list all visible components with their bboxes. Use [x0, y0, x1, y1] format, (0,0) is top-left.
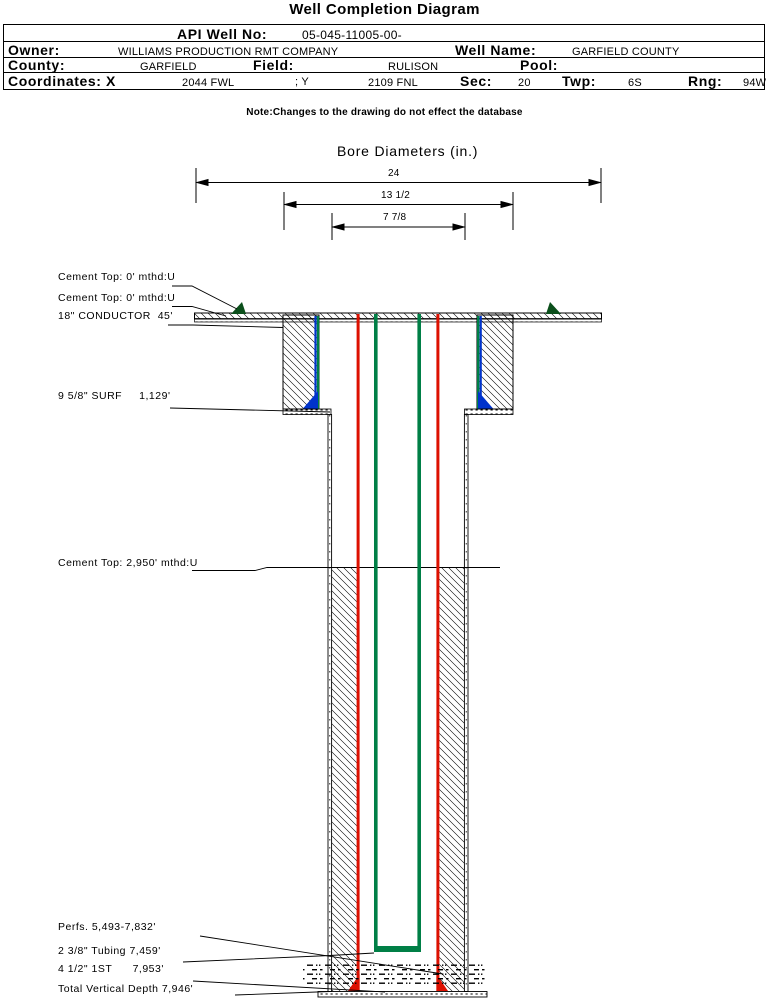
leader-conductor	[168, 325, 283, 328]
coord-y-value: 2109 FNL	[368, 77, 418, 89]
twp-value: 6S	[628, 77, 642, 89]
arrow-right-icon	[501, 202, 512, 208]
perfs-label: Perfs. 5,493-7,832'	[58, 921, 156, 933]
dim-label-7-7-8: 7 7/8	[383, 212, 407, 223]
field-value: RULISON	[388, 61, 439, 73]
tubing-label: 2 3/8" Tubing 7,459'	[58, 945, 161, 957]
dim-label-24: 24	[388, 168, 400, 179]
cement-top-marker-right	[546, 302, 561, 314]
leader-cement-top-1	[172, 286, 237, 309]
perforation-band	[303, 964, 485, 986]
rng-label: Rng:	[688, 73, 723, 89]
twp-label: Twp:	[562, 73, 597, 89]
api-well-no-value: 05-045-11005-00-	[302, 28, 402, 42]
bore-diameters-title: Bore Diameters (in.)	[337, 143, 479, 159]
tvd-label: Total Vertical Depth 7,946'	[58, 983, 194, 995]
production-cement-left	[332, 568, 357, 992]
coord-y-label: ; Y	[295, 76, 309, 88]
cement-top-production-label: Cement Top: 2,950' mthd:U	[58, 557, 198, 569]
surface-casing-label: 9 5/8" SURF 1,129'	[58, 390, 171, 402]
well-name-value: GARFIELD COUNTY	[572, 46, 680, 58]
borehole-wall-left	[328, 415, 332, 992]
rng-value: 94W	[743, 77, 767, 89]
arrow-left-icon	[333, 224, 344, 230]
dim-13-1-2	[284, 192, 513, 230]
api-well-no-label: API Well No:	[177, 26, 268, 42]
tubing-bottom	[374, 946, 421, 952]
arrow-right-icon	[453, 224, 464, 230]
borehole-wall-right	[464, 415, 468, 992]
county-value: GARFIELD	[140, 61, 197, 73]
database-note: Note:Changes to the drawing do not effect the database	[246, 107, 523, 118]
leader-tvd	[235, 992, 330, 996]
production-cement-right	[439, 568, 464, 992]
dim-24	[196, 168, 601, 203]
sec-label: Sec:	[460, 73, 492, 89]
well-bottom-cap	[318, 992, 487, 998]
well-name-label: Well Name:	[455, 42, 537, 58]
shoe-footing-right	[465, 409, 514, 415]
production-casing-left	[357, 314, 360, 991]
dim-7-7-8	[332, 213, 465, 240]
production-casing-right	[436, 314, 439, 991]
coordinates-label: Coordinates: X	[8, 73, 116, 89]
pool-label: Pool:	[520, 57, 558, 73]
cement-top-marker-left	[231, 302, 246, 314]
conductor-label: 18" CONDUCTOR 45'	[58, 310, 173, 322]
conductor-pipe	[195, 313, 602, 319]
cement-top-conductor-label: Cement Top: 0' mthd:U	[58, 271, 176, 283]
surface-cement-right	[477, 315, 513, 409]
owner-value: WILLIAMS PRODUCTION RMT COMPANY	[118, 46, 339, 58]
page-title: Well Completion Diagram	[289, 1, 480, 18]
county-label: County:	[8, 57, 66, 73]
field-label: Field:	[253, 57, 294, 73]
dim-label-13-1-2: 13 1/2	[381, 190, 411, 201]
owner-label: Owner:	[8, 42, 60, 58]
coord-x-value: 2044 FWL	[182, 77, 235, 89]
tubing-right	[417, 314, 421, 947]
arrow-left-icon	[285, 202, 296, 208]
sec-value: 20	[518, 77, 531, 89]
tubing-left	[374, 314, 378, 947]
cement-top-surface-label: Cement Top: 0' mthd:U	[58, 292, 176, 304]
production-casing-label: 4 1/2" 1ST 7,953'	[58, 963, 164, 975]
arrow-right-icon	[589, 180, 600, 186]
arrow-left-icon	[197, 180, 208, 186]
surface-cement-left	[283, 315, 319, 409]
